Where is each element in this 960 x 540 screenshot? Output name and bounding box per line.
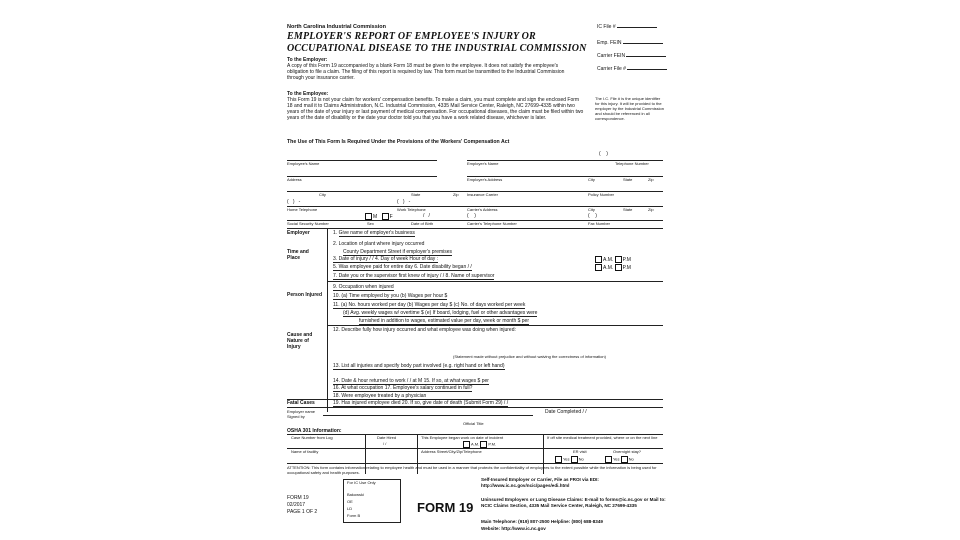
employer-zip-label: Zip <box>648 177 654 182</box>
er-yes-checkbox[interactable] <box>555 456 562 463</box>
attention-text: ATTENTION: This form contains information relating to employee health and must be used in a manner that protects the confidentiality of employees to the extent possible while the information is being used for occupational safety and health purposes. <box>287 465 657 475</box>
item-19-20: 19. Has injured employee died 20. If so, give date of death (Submit Form 29) / / <box>333 400 509 406</box>
item-9: 9. Occupation when injured <box>333 284 394 290</box>
employer-city-label: City <box>588 177 595 182</box>
ic-field-3: LD <box>347 506 353 511</box>
item-10: 10. (a) Time employed by you (b) Wages per hour $ <box>333 293 448 299</box>
fax-number-label: Fax Number <box>588 221 611 226</box>
to-employee-heading: To the Employee: <box>287 91 329 97</box>
form-19-document <box>283 20 669 540</box>
osha-date-hired-val: / / <box>383 441 387 446</box>
sex-f-checkbox[interactable] <box>382 213 389 220</box>
id-field-carrier-fein[interactable]: Carrier FEIN <box>597 53 666 59</box>
employer-signed-by-label: Employer name Signed by <box>287 409 316 419</box>
id-field-carrier-file[interactable]: Carrier File # <box>597 66 667 72</box>
item-12-note: (Statement made without prejudice and without waiving the correctness of information) <box>453 354 606 359</box>
to-employer-text: A copy of this Form 19 accompanied by a blank Form 18 must be given to the employee. It does not satisfy the employee's obligation to file a claim. The filing of this report is required by law. This form must be transmitted to the Industrial Commission through your insurance carrier. <box>287 63 565 81</box>
employer-address-label: Employer's Address <box>467 177 503 182</box>
home-phone-paren: ( ) - <box>287 199 301 205</box>
item-2: 2. Location of plant where injury occurred <box>333 241 425 247</box>
dob-slashes: / / <box>423 213 430 219</box>
official-title-label: Official Title <box>463 421 484 426</box>
item-14-15: 14. Date & hour returned to work / / at M 15. If so, at what wages $ per <box>333 378 489 384</box>
osha-er-visit: ER visit <box>573 449 587 454</box>
form-title-line2: OCCUPATIONAL DISEASE TO THE INDUSTRIAL COMMISSION <box>287 43 587 54</box>
address-label: Address <box>287 177 302 182</box>
overnight-yes-no: Yes No <box>605 456 634 463</box>
section-employer-label: Employer <box>287 230 310 236</box>
footer-form-date: 02/2017 <box>287 502 306 508</box>
osha-pm-checkbox[interactable] <box>480 441 487 448</box>
work-telephone-label: Work Telephone <box>397 207 426 212</box>
ic-file-side-note: The I.C. File # is the unique identifier for this injury. It will be provided to the employer by the Industrial Commission and should be referenced in all correspondence. <box>595 96 664 121</box>
time-options-row2: A.M. P.M <box>595 264 631 271</box>
item-2-location: County Department Street if employer's premises <box>343 249 453 255</box>
carrier-state-label: State <box>623 207 633 212</box>
time-options-row1: A.M. P.M <box>595 256 631 263</box>
am-checkbox-2[interactable] <box>595 264 602 271</box>
osha-date-hired: Date Hired <box>377 435 397 440</box>
ic-use-title: For IC Use Only <box>347 480 376 485</box>
form-19-big-label: FORM 19 <box>417 500 474 515</box>
telephone-paren: ( ) <box>599 151 608 157</box>
section-cause-label: Cause and Nature of Injury <box>287 332 313 350</box>
carrier-phone-paren: ( ) <box>467 213 476 219</box>
item-7-8: 7. Date you or the supervisor first knew of injury / / 8. Name of supervisor <box>333 273 495 279</box>
item-16-17: 16. At what occupation 17. Employee's salary continued in full? <box>333 385 473 391</box>
pm-checkbox-2[interactable] <box>615 264 622 271</box>
footer-page: PAGE 1 OF 2 <box>287 509 318 515</box>
to-employer-heading: To the Employer: <box>287 57 328 63</box>
employee-zip-label: Zip <box>453 192 459 197</box>
sex-options: M F <box>365 213 393 220</box>
item-11: 11. (a) No. hours worked per day (b) Wages per day $ (c) No. of days worked per week <box>333 302 526 308</box>
carrier-telephone-label: Carrier's Telephone Number <box>467 221 517 226</box>
item-5-6: 5. Was employee paid for entire day 6. Date disability began / / <box>333 264 472 270</box>
dob-label: Date of Birth <box>411 221 434 226</box>
carrier-address-label: Carrier's Address <box>467 207 498 212</box>
form-title-line1: EMPLOYER'S REPORT OF EMPLOYEE'S INJURY OR <box>287 31 536 42</box>
use-notice: The Use of This Form Is Required Under the Provisions of the Workers' Compensation Act <box>287 139 510 145</box>
policy-number-label: Policy Number <box>588 192 615 197</box>
footer-website: Website: http://www.ic.nc.gov <box>481 526 546 531</box>
carrier-zip-label: Zip <box>648 207 654 212</box>
ssn-label: Social Security Number <box>287 221 329 226</box>
osha-case-number: Case Number from Log <box>291 435 333 440</box>
er-yes-no: Yes No <box>555 456 584 463</box>
osha-worked-on-date: This Employee began work on date of incident <box>421 435 504 440</box>
overnight-no-checkbox[interactable] <box>621 456 628 463</box>
ic-field-4: Form B <box>347 513 361 518</box>
section-time-place-label: Time and Place <box>287 249 309 261</box>
osha-am-pm: A.M. P.M. <box>463 441 496 448</box>
item-13: 13. List all injuries and specify body part involved (e.g. right hand or left hand) <box>333 363 505 369</box>
work-phone-paren: ( ) - <box>397 199 411 205</box>
item-1: 1. Give name of employer's business <box>333 230 415 236</box>
item-12: 12. Describe fully how injury occurred and what employee was doing when injured: <box>333 327 516 333</box>
section-person-injured-label: Person Injured <box>287 292 323 298</box>
er-no-checkbox[interactable] <box>571 456 578 463</box>
id-field-ic-file[interactable]: IC File # <box>597 24 657 30</box>
osha-physician: Name of facility <box>291 449 319 454</box>
item-3-4: 3. Date of injury / / 4. Day of week Hour of day : <box>333 256 439 262</box>
ic-field-1: Bakowski <box>347 492 364 497</box>
employee-city-label: City <box>319 192 326 197</box>
item-11-e: furnished in addition to wages, estimated value per day, week or month $ per <box>359 318 530 324</box>
section-fatal-label: Fatal Cases <box>287 400 315 406</box>
fax-paren: ( ) <box>588 213 597 219</box>
commission-name: North Carolina Industrial Commission <box>287 24 387 30</box>
osha-am-checkbox[interactable] <box>463 441 470 448</box>
home-telephone-label: Home Telephone <box>287 207 318 212</box>
id-field-emp-fein[interactable]: Emp. FEIN <box>597 40 663 46</box>
to-employee-text: This Form 19 is not your claim for workers' compensation benefits. To make a claim, you must complete and sign the enclosed Form 18 and mail it to Claims Administration, N.C. Industrial Commission, 4335 Mail Service Center, Raleigh, NC 27699-4335 within two years of the date of your injury or last payment of medical compensation. For occupational diseases, the claim must be filed within two years of the date of disability or the date your doctor told you that you have a work related disease, whichever is later. <box>287 97 584 121</box>
sex-m-checkbox[interactable] <box>365 213 372 220</box>
overnight-yes-checkbox[interactable] <box>605 456 612 463</box>
employer-name-label: Employer's Name <box>467 161 499 166</box>
footer-form-id: FORM 19 <box>287 495 309 501</box>
osha-heading: OSHA 301 Information: <box>287 428 342 434</box>
pm-checkbox-1[interactable] <box>615 256 622 263</box>
employee-state-label: State <box>411 192 421 197</box>
item-11-d: (d) Avg. weekly wages w/ overtime $ (e) If board, lodging, fuel or other advantages were <box>343 310 538 316</box>
carrier-city-label: City <box>588 207 595 212</box>
osha-overnight: Overnight stay? <box>613 449 642 454</box>
item-18: 18. Were employee treated by a physician <box>333 393 427 399</box>
employee-name-label: Employee's Name <box>287 161 320 166</box>
osha-address: Address Street/City/Zip/Telephone <box>421 449 482 454</box>
date-completed: Date Completed / / <box>545 409 587 415</box>
sex-label: Sex <box>367 221 374 226</box>
insurance-carrier-label: Insurance Carrier <box>467 192 498 197</box>
employer-state-label: State <box>623 177 633 182</box>
telephone-number-label: Telephone Number <box>615 161 649 166</box>
ic-field-2: OE <box>347 499 353 504</box>
footer-uninsured: Uninsured Employers or Lung Disease Claims: E-mail to forms@ic.nc.gov or Mail to: NCIC Claims Section, 4335 Mail Service Center, Raleigh, NC 27699-4335 <box>481 497 666 508</box>
am-checkbox-1[interactable] <box>595 256 602 263</box>
footer-phone: Main Telephone: (919) 807-2500 Helpline: (800) 688-8349 <box>481 519 603 524</box>
osha-offsite: If off site medical treatment provided, where or on the next line <box>547 435 658 440</box>
footer-self-insured: Self-Insured Employer or Carrier, File as FROI via EDI: http://www.ic.nc.gov/ncic/pages/edi.html <box>481 477 599 488</box>
